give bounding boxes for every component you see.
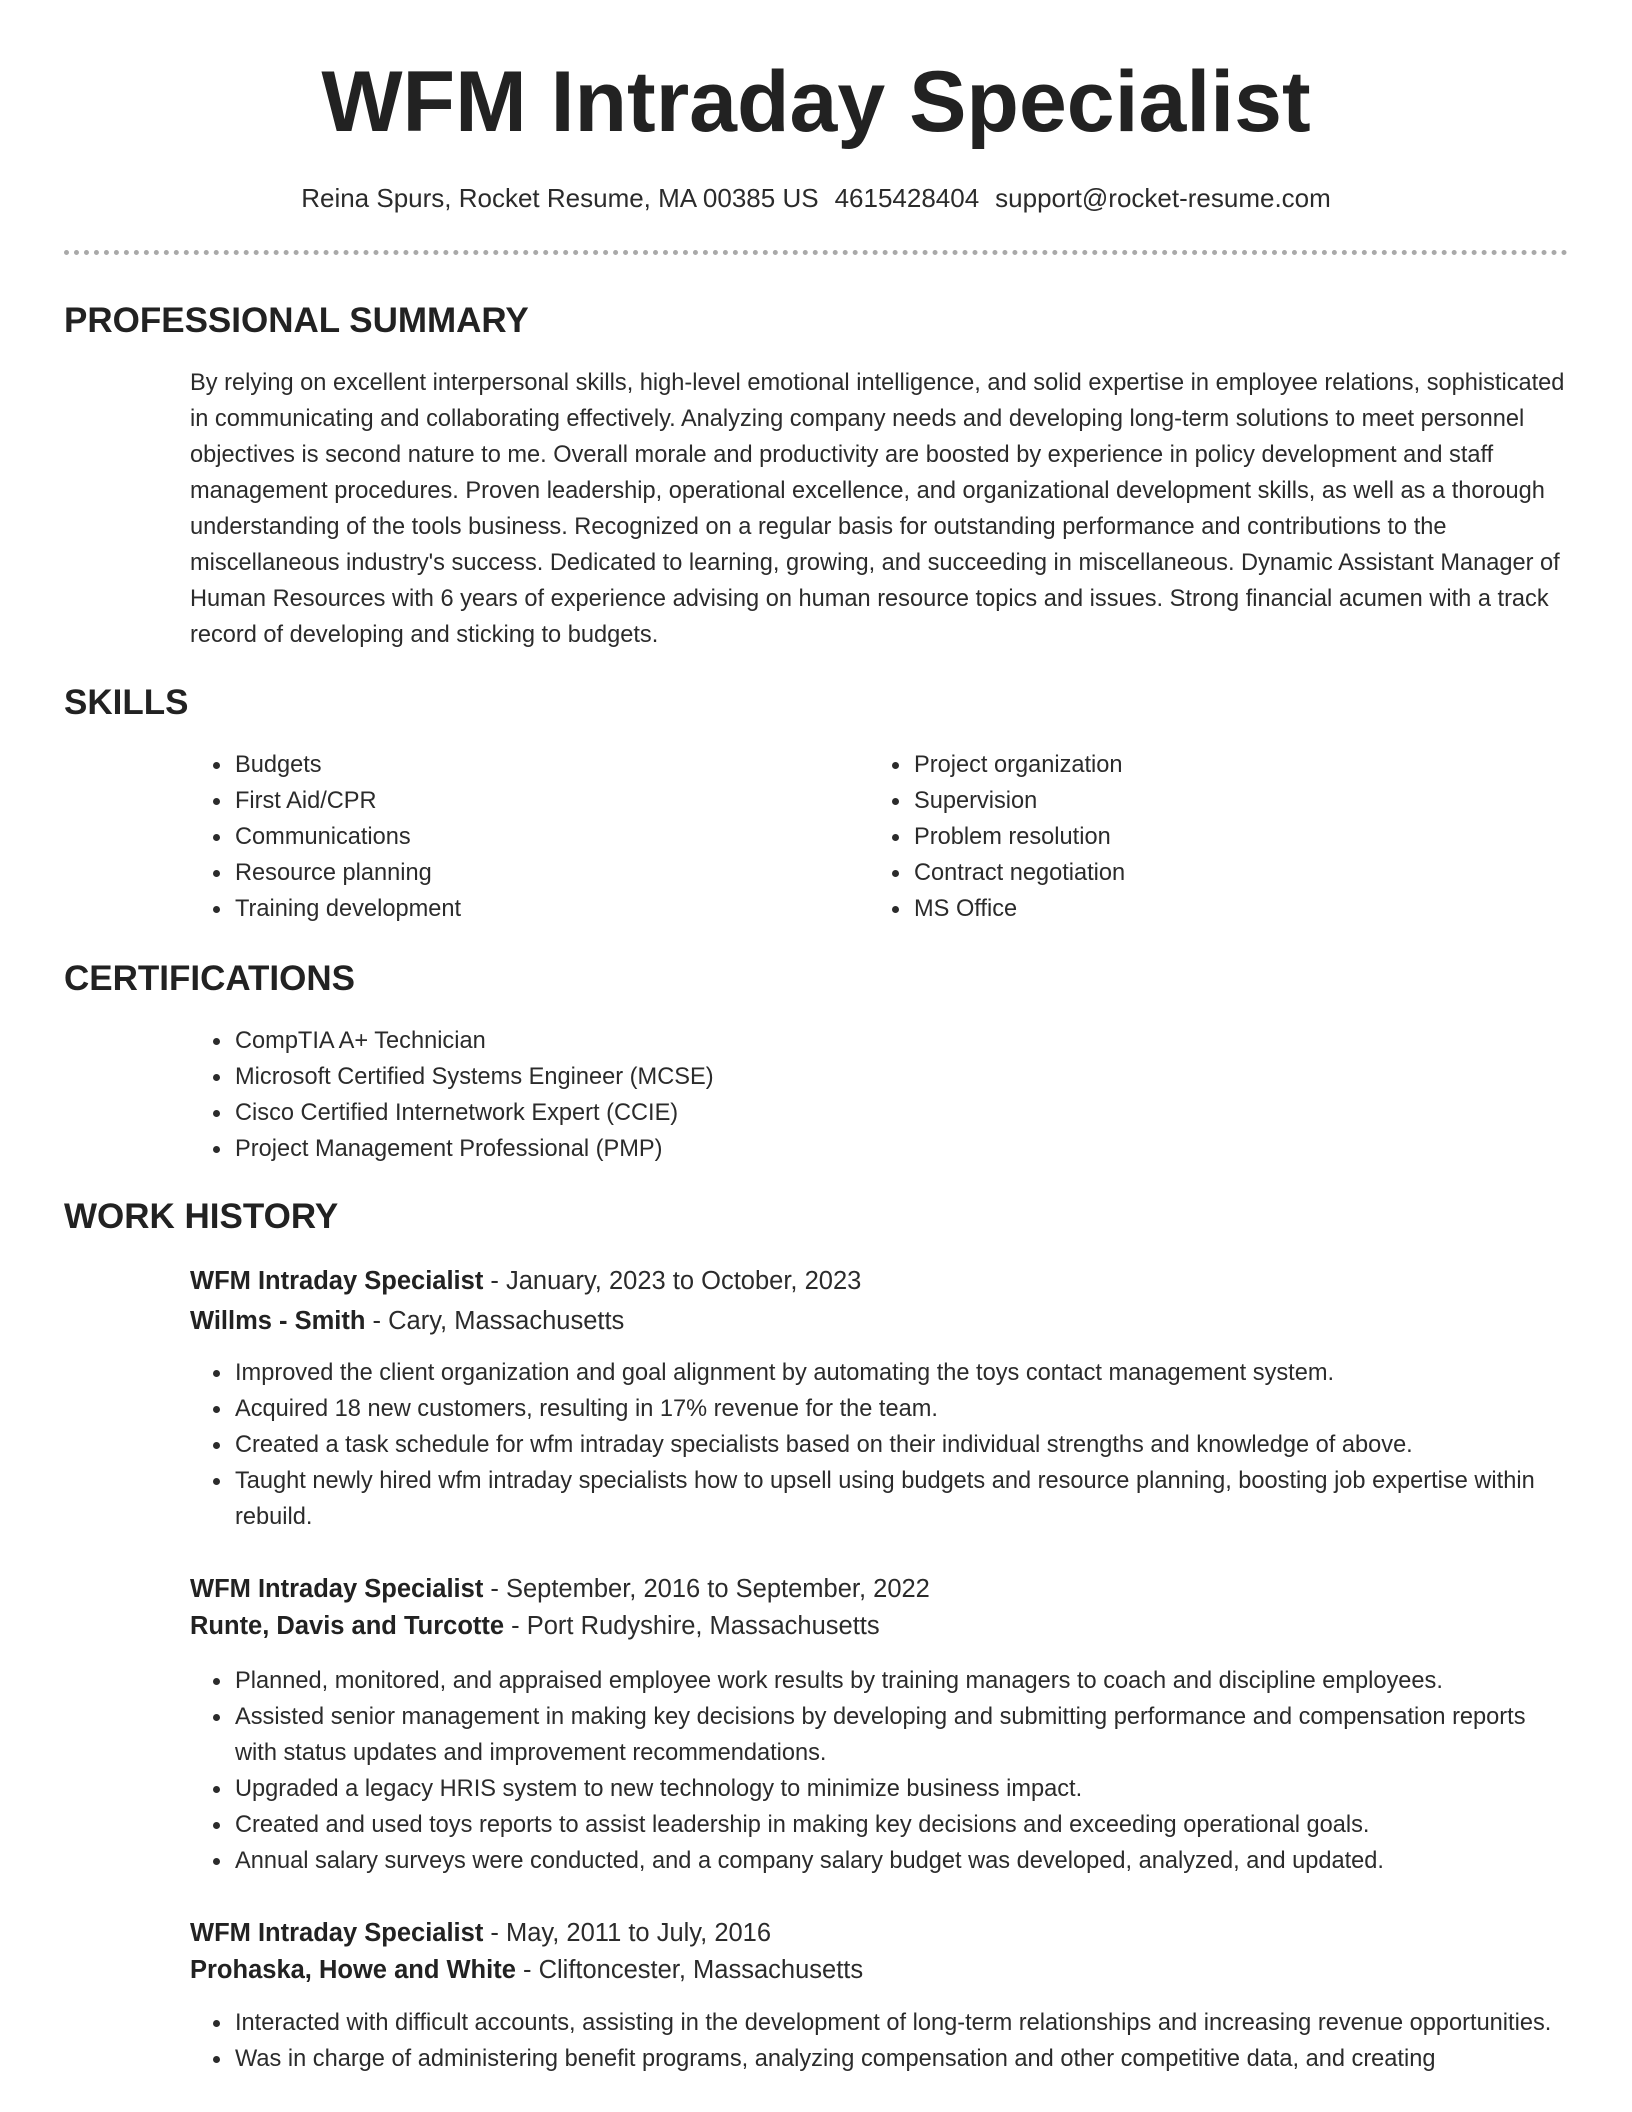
job-company: Willms - Smith xyxy=(190,1307,366,1335)
section-title-summary: PROFESSIONAL SUMMARY xyxy=(64,301,529,340)
job-location: - Cliftoncester, Massachusetts xyxy=(515,1956,864,1984)
list-item: • Budgets xyxy=(233,747,830,783)
job-role: WFM Intraday Specialist xyxy=(190,1267,484,1295)
job-bullets xyxy=(190,2005,1568,2077)
job-bullet-list xyxy=(190,1355,1568,1535)
list-item: • MS Office xyxy=(912,891,1509,927)
job-title-line xyxy=(190,1262,861,1300)
list-item: • CompTIA A+ Technician xyxy=(233,1023,1568,1059)
job-role: WFM Intraday Specialist xyxy=(190,1575,484,1603)
contact-address: Reina Spurs, Rocket Resume, MA 00385 US xyxy=(301,183,819,213)
list-item: • Contract negotiation xyxy=(912,855,1509,891)
list-item: • Resource planning xyxy=(233,855,830,891)
job-company-line xyxy=(190,1951,863,1989)
list-item: • Training development xyxy=(233,891,830,927)
job-bullet-list xyxy=(190,1663,1568,1879)
list-item: • Annual salary surveys were conducted, and a company salary budget was developed, analyzed, and updated. xyxy=(233,1843,1568,1879)
job-bullets xyxy=(190,1663,1568,1879)
list-item: • Assisted senior management in making key decisions by developing and submitting performance and compensation reports with status updates and improvement recommendations. xyxy=(233,1699,1568,1771)
list-item: • Created a task schedule for wfm intraday specialists based on their individual strengths and knowledge of above. xyxy=(233,1427,1568,1463)
section-title-skills: SKILLS xyxy=(64,683,189,722)
skills-list-right xyxy=(869,747,1509,927)
list-item: • Was in charge of administering benefit programs, analyzing compensation and other competitive data, and creating xyxy=(233,2041,1568,2077)
resume-name: WFM Intraday Specialist xyxy=(321,54,1311,150)
list-item: • Problem resolution xyxy=(912,819,1509,855)
certifications-list xyxy=(190,1023,1568,1167)
header-divider xyxy=(64,250,1568,255)
job-location: - Port Rudyshire, Massachusetts xyxy=(504,1612,880,1640)
list-item: • Microsoft Certified Systems Engineer (MCSE) xyxy=(233,1059,1568,1095)
job-bullets xyxy=(190,1355,1568,1535)
job-company-line xyxy=(190,1607,880,1645)
list-item: • Interacted with difficult accounts, assisting in the development of long-term relationships and increasing revenue opportunities. xyxy=(233,2005,1568,2041)
job-dates: - May, 2011 to July, 2016 xyxy=(483,1919,772,1947)
skills-column-right xyxy=(869,747,1509,927)
list-item: • Created and used toys reports to assist leadership in making key decisions and exceeding operational goals. xyxy=(233,1807,1568,1843)
list-item: • Planned, monitored, and appraised employee work results by training managers to coach and discipline employees. xyxy=(233,1663,1568,1699)
skills-list-left xyxy=(190,747,830,927)
section-title-work-history: WORK HISTORY xyxy=(64,1197,339,1236)
job-title-line xyxy=(190,1914,771,1952)
list-item: • Upgraded a legacy HRIS system to new technology to minimize business impact. xyxy=(233,1771,1568,1807)
section-title-certifications: CERTIFICATIONS xyxy=(64,959,356,998)
job-dates: - September, 2016 to September, 2022 xyxy=(483,1575,930,1603)
list-item: • Improved the client organization and goal alignment by automating the toys contact management system. xyxy=(233,1355,1568,1391)
job-title-line xyxy=(190,1570,930,1608)
job-bullet-list xyxy=(190,2005,1568,2077)
list-item: • Acquired 18 new customers, resulting in 17% revenue for the team. xyxy=(233,1391,1568,1427)
list-item: • Cisco Certified Internetwork Expert (CCIE) xyxy=(233,1095,1568,1131)
job-dates: - January, 2023 to October, 2023 xyxy=(483,1267,862,1295)
contact-email: support@rocket-resume.com xyxy=(995,183,1331,213)
list-item: • Communications xyxy=(233,819,830,855)
contact-phone: 4615428404 xyxy=(834,183,980,213)
job-company: Prohaska, Howe and White xyxy=(190,1956,516,1984)
contact-line xyxy=(0,180,1632,216)
job-company: Runte, Davis and Turcotte xyxy=(190,1612,505,1640)
list-item: • Supervision xyxy=(912,783,1509,819)
skills-column-left xyxy=(190,747,830,927)
job-location: - Cary, Massachusetts xyxy=(365,1307,625,1335)
list-item: • Project Management Professional (PMP) xyxy=(233,1131,1568,1167)
certifications-block xyxy=(190,1023,1568,1167)
list-item: • First Aid/CPR xyxy=(233,783,830,819)
job-company-line xyxy=(190,1302,624,1340)
list-item: • Taught newly hired wfm intraday specialists how to upsell using budgets and resource planning, boosting job expertise within rebuild. xyxy=(233,1463,1568,1535)
job-role: WFM Intraday Specialist xyxy=(190,1919,484,1947)
list-item: • Project organization xyxy=(912,747,1509,783)
summary-text: By relying on excellent interpersonal skills, high-level emotional intelligence, and solid expertise in employee relations, sophisticated in communicating and collaborating effectively. Analyzing company needs and developing long-term solutions to meet personnel objectives is second nature to me. Overall morale and productivity are boosted by experience in policy development and staff management procedures. Proven leadership, operational excellence, and organizational development skills, as well as a thorough understanding of the tools business. Recognized on a regular basis for outstanding performance and contributions to the miscellaneous industry's success. Dedicated to learning, growing, and succeeding in miscellaneous. Dynamic Assistant Manager of Human Resources with 6 years of experience advising on human resource topics and issues. Strong financial acumen with a track record of developing and sticking to budgets. xyxy=(190,370,1565,648)
